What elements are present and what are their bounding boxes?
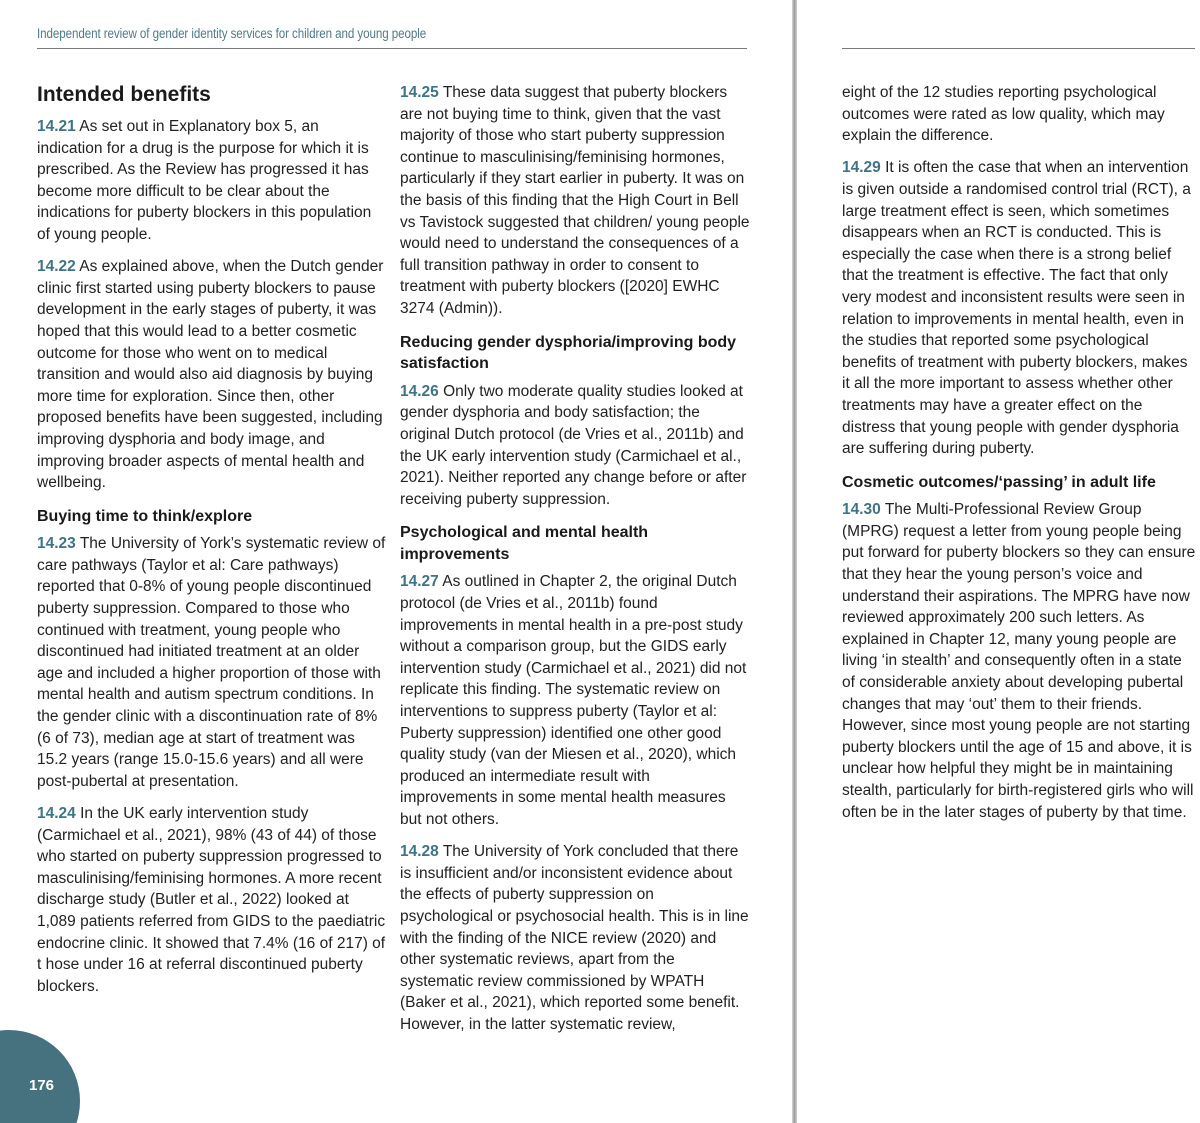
paragraph-14-21 — [37, 116, 387, 246]
section-heading: Intended benefits — [37, 83, 211, 106]
paragraph-number: 14.27 — [400, 573, 439, 591]
paragraph-text: eight of the 12 studies reporting psychological outcomes were rated as low quality, which may explain the difference. — [842, 84, 1165, 145]
paragraph-14-23 — [37, 533, 387, 792]
paragraph-14-28 — [400, 841, 750, 1035]
column-1 — [37, 80, 387, 1008]
paragraph-14-22 — [37, 256, 387, 494]
subheading-mental-health: Psychological and mental health improvements — [400, 524, 649, 563]
paragraph-number: 14.25 — [400, 84, 439, 101]
paragraph-14-27 — [400, 571, 750, 830]
paragraph-number: 14.21 — [37, 118, 76, 135]
paragraph-text: These data suggest that puberty blockers are not buying time to think, given that the vast majority of those who start puberty suppression continue to masculinising/feminising hormones, particularly if they start earlier in puberty. It was on the basis of this finding that the High Court in Bell vs Tavistock suggested that children/ young people would need to understand the consequences of a full transition pathway in order to consent to treatment with puberty blockers ([2020] EWHC 3274 (Admin)). — [400, 84, 750, 317]
paragraph-text: In the UK early intervention study (Carmichael et al., 2021), 98% (43 of 44) of those who started on puberty suppression progressed to masculinising/feminising hormones. A more recent discharge study (Butler et al., 2022) looked at 1,089 patients referred from GIDS to the paediatric endocrine clinic. It showed that 7.4% (16 of 217) of t hose under 16 at referral discontinued puberty blockers. — [37, 805, 386, 995]
paragraph-text: As outlined in Chapter 2, the original Dutch protocol (de Vries et al., 2011b) found improvements in mental health in a pre-post study without a comparison group, but the GIDS early intervention study (Carmichael et al., 2021) did not replicate this finding. The systematic review on interventions to suppress puberty (Taylor et al: Puberty suppression) identified one other good quality study (van der Miesen et al., 2020), which produced an intermediate result with improvements in some mental health measures but not others. — [400, 573, 747, 828]
paragraph-text: The University of York concluded that there is insufficient and/or inconsistent evidence about the effects of puberty suppression on psychological or psychosocial health. This is in line with the finding of the NICE review (2020) and other systematic reviews, apart from the systematic review commissioned by WPATH (Baker et al., 2021), which reported some benefit. However, in the latter systematic review, — [400, 843, 749, 1033]
paragraph-number: 14.26 — [400, 382, 439, 400]
paragraph-text: The University of York’s systematic review of care pathways (Taylor et al: Care pathways) reported that 0-8% of young people discontinued puberty suppression. Compared to those who continued with treatment, young people who discontinued had initiated treatment at an older age and included a higher proportion of those with mental health and autism spectrum conditions. In the gender clinic with a discontinuation rate of 8% (6 of 73), median age at start of treatment was 15.2 years (range 15.0-15.6 years) and all were post-pubertal at presentation. — [37, 535, 386, 790]
paragraph-14-25 — [400, 82, 750, 320]
paragraph-14-26 — [400, 381, 750, 511]
paragraph-number: 14.29 — [842, 159, 881, 177]
paragraph-continued — [842, 82, 1197, 147]
paragraph-14-29 — [842, 157, 1197, 459]
paragraph-text: As explained above, when the Dutch gender clinic first started using puberty blockers to pause development in the early stages of puberty, it was hoped that this would lead to a better cosmetic outcome for those who went on to medical transition and would also aid diagnosis by buying more time for exploration. Since then, other proposed benefits have been suggested, including improving dysphoria and body image, and improving broader aspects of mental health and wellbeing. — [37, 258, 384, 492]
right-page — [797, 0, 1200, 1123]
paragraph-number: 14.28 — [400, 843, 439, 861]
subheading-buying-time: Buying time to think/explore — [37, 507, 253, 525]
paragraph-text: As set out in Explanatory box 5, an indication for a drug is the purpose for which it is prescribed. As the Review has progressed it has become more difficult to be clear about the indications for puberty blockers in this population of young people. — [37, 118, 372, 243]
running-header: Independent review of gender identity services for children and young people — [37, 26, 427, 41]
header-rule — [842, 48, 1195, 49]
paragraph-text: The Multi-Professional Review Group (MPRG) request a letter from young people being put forward for puberty blockers so they can ensure that they hear the young person’s voice and understand their aspirations. The MPRG have now reviewed approximately 200 such letters. As explained in Chapter 12, many young people are living ‘in stealth’ and consequently often in a state of considerable anxiety about developing pubertal changes that may ‘out’ them to their friends. However, since most young people are not starting puberty blockers until the age of 15 and above, it is unclear how helpful they might be in maintaining stealth, particularly for birth-registered girls who will often be in the later stages of puberty by that time. — [842, 501, 1196, 821]
page-number: 176 — [29, 1077, 55, 1094]
subheading-cosmetic: Cosmetic outcomes/‘passing’ in adult life — [842, 473, 1156, 491]
paragraph-number: 14.22 — [37, 258, 76, 276]
subheading-dysphoria: Reducing gender dysphoria/improving body satisfaction — [400, 333, 737, 373]
column-2 — [400, 82, 750, 1046]
paragraph-14-24 — [37, 803, 387, 997]
paragraph-text: Only two moderate quality studies looked at gender dysphoria and body satisfaction; the original Dutch protocol (de Vries et al., 2011b) and the UK early intervention study (Carmichael et al., 2021). Neither reported any change before or after receiving puberty suppression. — [400, 382, 747, 508]
paragraph-number: 14.30 — [842, 501, 881, 519]
paragraph-number: 14.23 — [37, 535, 76, 553]
paragraph-14-30 — [842, 499, 1197, 823]
paragraph-text: It is often the case that when an intervention is given outside a randomised control trial (RCT), a large treatment effect is seen, which sometimes disappears when an RCT is conducted. This is especially the case when there is a strong belief that the treatment is effective. The fact that only very modest and inconsistent results were seen in relation to improvements in mental health, even in the studies that reported some psychological benefits of treatment with puberty blockers, makes it all the more important to assess whether other treatments may have a greater effect on the distress that young people with gender dysphoria are suffering during puberty. — [842, 159, 1191, 458]
paragraph-number: 14.24 — [37, 805, 76, 822]
header-rule — [37, 48, 747, 49]
column-3 — [842, 82, 1197, 834]
